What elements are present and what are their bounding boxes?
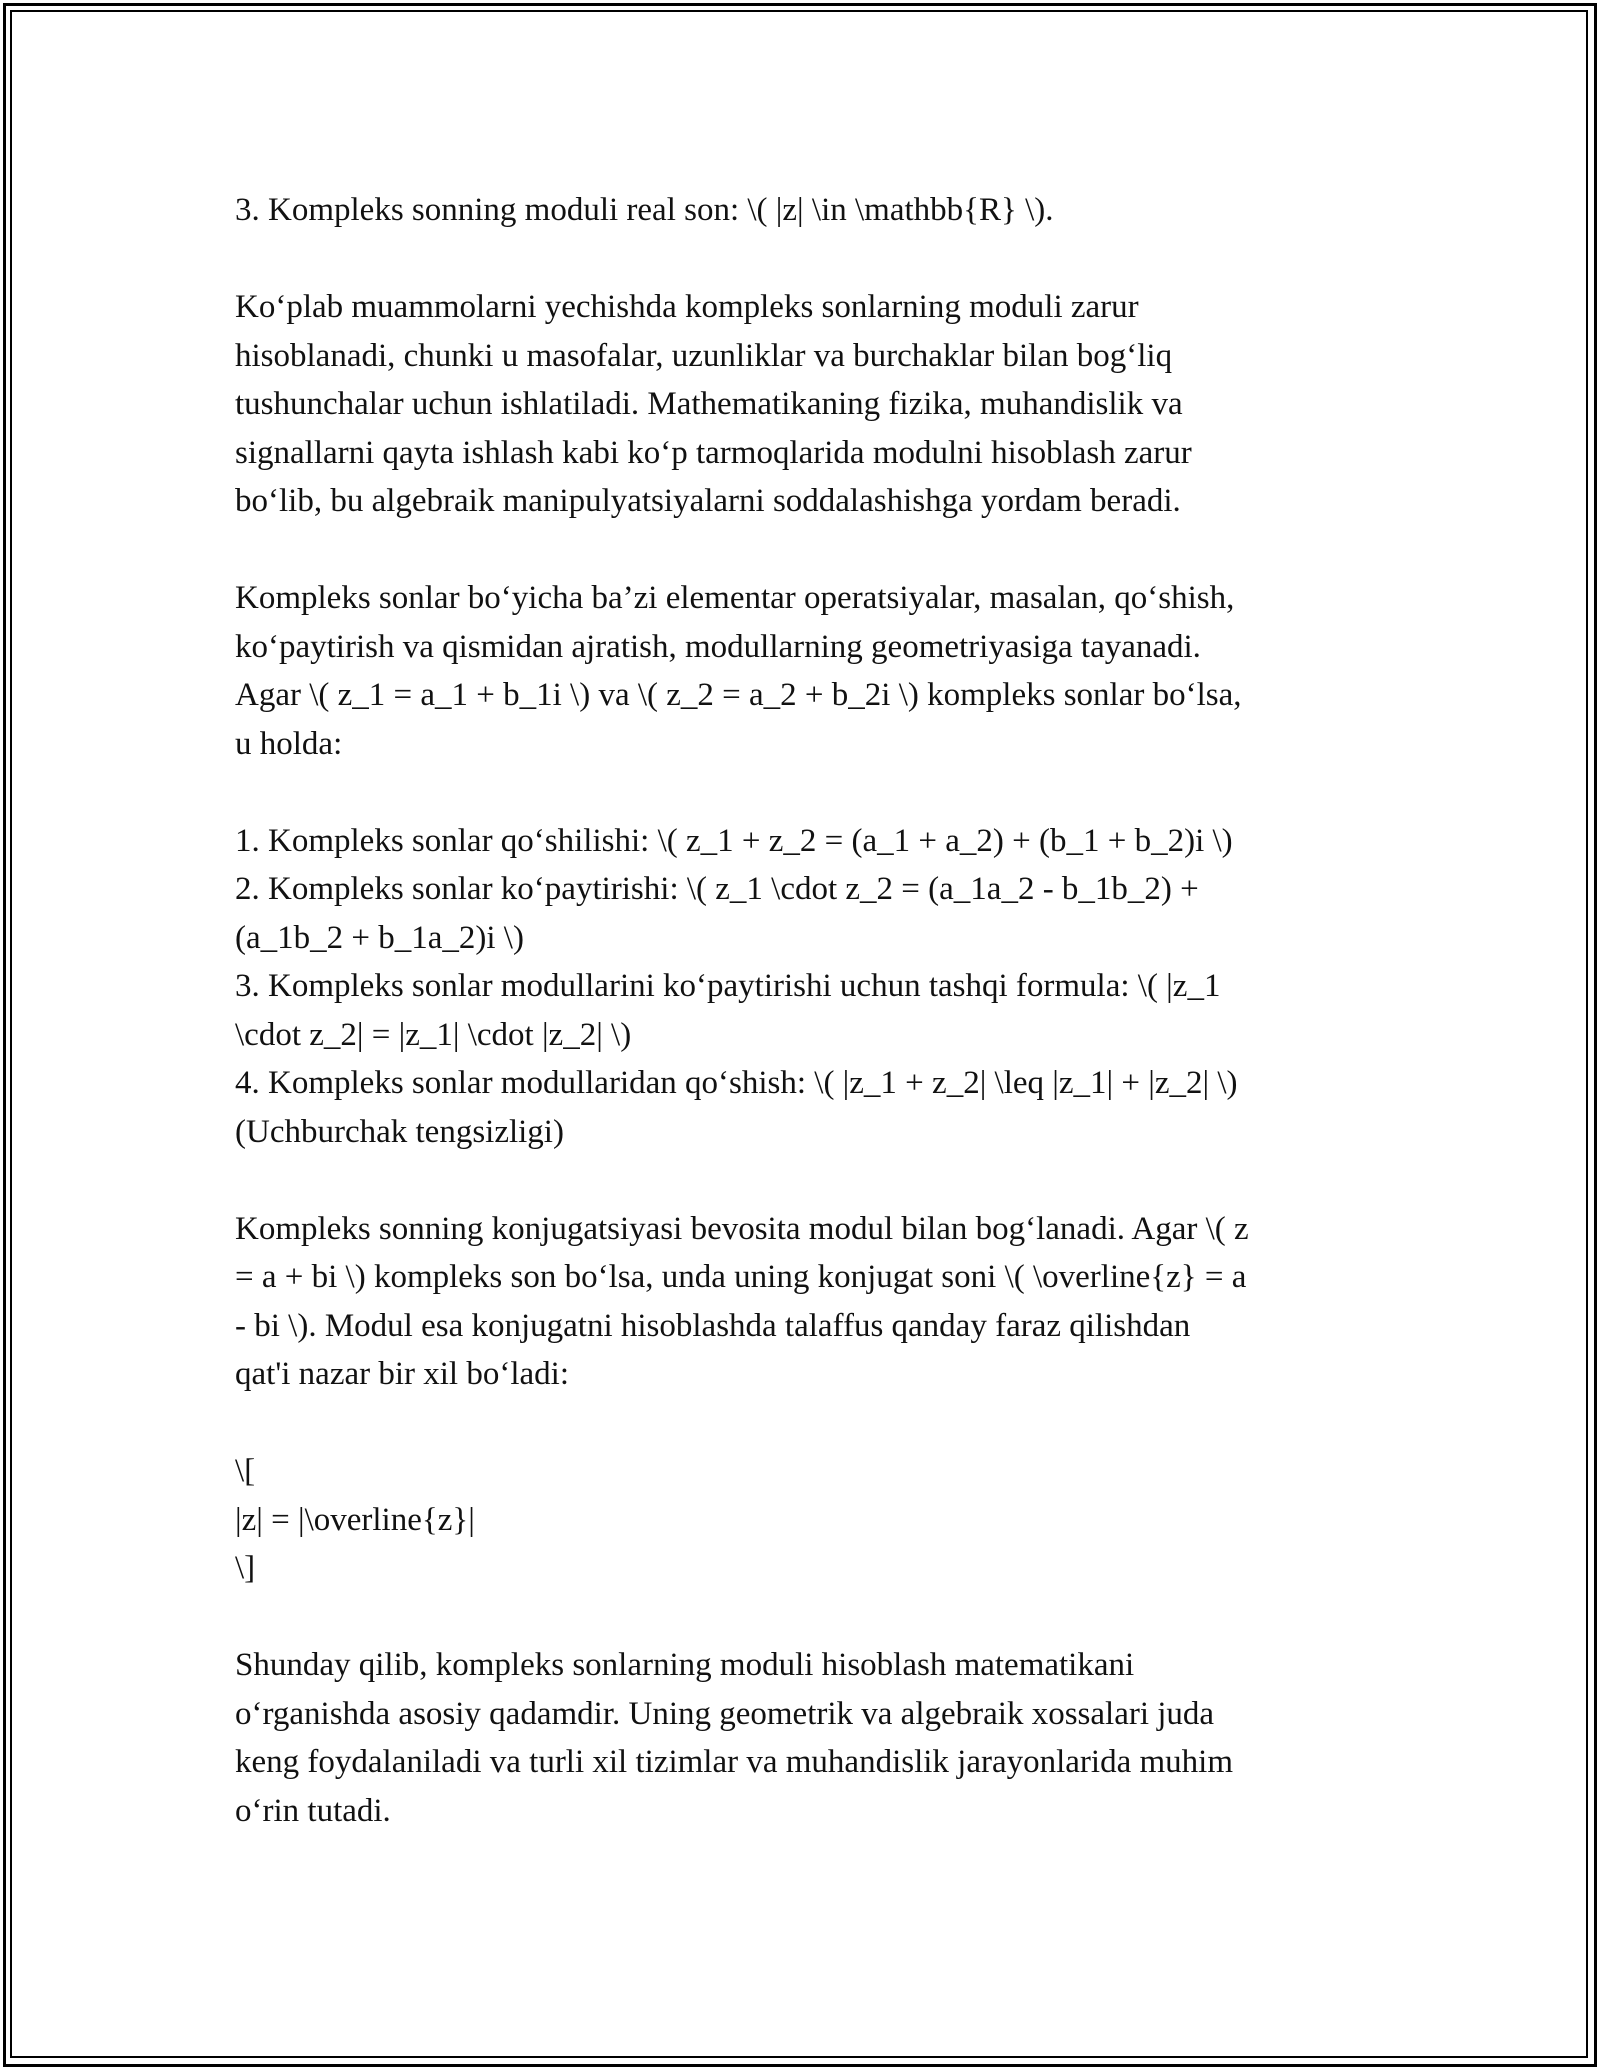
list-item-continuation: (a_1b_2 + b_1a_2)i \): [235, 919, 524, 956]
text-line: tushunchalar uchun ishlatiladi. Mathematikaning fizika, muhandislik va: [235, 386, 1183, 422]
list-item: 1. Kompleks sonlar qo‘shilishi: \( z_1 + z_2 = (a_1 + a_2) + (b_1 + b_2)i \): [235, 822, 1233, 859]
text-line: u holda:: [235, 725, 343, 762]
text-line: o‘rin tutadi.: [235, 1792, 391, 1829]
paragraph-gap: [235, 1593, 1375, 1642]
paragraph-gap: [235, 1156, 1375, 1205]
text-line: - bi \). Modul esa konjugatni hisoblashda talaffus qanday faraz qilishdan: [235, 1307, 1191, 1344]
text-line: o‘rganishda asosiy qadamdir. Uning geometrik va algebraik xossalari juda: [235, 1695, 1215, 1732]
text-line: signallarni qayta ishlash kabi ko‘p tarmoqlarida modulni hisoblash zarur: [235, 434, 1192, 471]
paragraph-conjugate: [235, 1205, 1375, 1399]
formula-line: \[: [235, 1453, 256, 1489]
formula-line: \]: [235, 1550, 256, 1586]
text-line: keng foydalaniladi va turli xil tizimlar va muhandislik jarayonlarida muhim: [235, 1744, 1233, 1780]
paragraph-modulus-importance: [235, 283, 1375, 526]
paragraph-gap: [235, 526, 1375, 575]
text-line: bo‘lib, bu algebraik manipulyatsiyalarni soddalashishga yordam beradi.: [235, 483, 1181, 519]
text-line: Kompleks sonning konjugatsiyasi bevosita modul bilan bog‘lanadi. Agar \( z: [235, 1210, 1249, 1247]
text-line: Shunday qilib, kompleks sonlarning moduli hisoblash matematikani: [235, 1647, 1135, 1683]
list-item: 2. Kompleks sonlar ko‘paytirishi: \( z_1 \cdot z_2 = (a_1a_2 - b_1b_2) +: [235, 871, 1199, 907]
text-line: = a + bi \) kompleks son bo‘lsa, unda uning konjugat soni \( \overline{z} = a: [235, 1259, 1247, 1295]
paragraph-conclusion: [235, 1641, 1375, 1835]
text-line: qat'i nazar bir xil bo‘ladi:: [235, 1356, 569, 1392]
formula-line: |z| = |\overline{z}|: [235, 1501, 475, 1538]
list-item-continuation: \cdot z_2| = |z_1| \cdot |z_2| \): [235, 1016, 632, 1053]
text-line: ko‘paytirish va qismidan ajratish, modullarning geometriyasiga tayanadi.: [235, 628, 1201, 665]
list-item: 4. Kompleks sonlar modullaridan qo‘shish: \( |z_1 + z_2| \leq |z_1| + |z_2| \): [235, 1065, 1238, 1101]
list-item: 3. Kompleks sonlar modullarini ko‘paytirishi uchun tashqi formula: \( |z_1: [235, 968, 1221, 1004]
display-formula: [235, 1447, 1375, 1593]
paragraph-modulus-real: [235, 186, 1375, 235]
text-line: hisoblanadi, chunki u masofalar, uzunliklar va burchaklar bilan bog‘liq: [235, 337, 1173, 374]
paragraph-elementary-operations: [235, 574, 1375, 768]
document-body: [235, 186, 1375, 1835]
paragraph-gap: [235, 768, 1375, 817]
paragraph-gap: [235, 235, 1375, 284]
list-item-continuation: (Uchburchak tengsizligi): [235, 1113, 564, 1150]
paragraph-gap: [235, 1399, 1375, 1448]
text-line: Ko‘plab muammolarni yechishda kompleks sonlarning moduli zarur: [235, 289, 1139, 325]
operations-list: [235, 817, 1375, 1157]
text-line: Kompleks sonlar bo‘yicha ba’zi elementar operatsiyalar, masalan, qo‘shish,: [235, 580, 1235, 616]
text-line: Agar \( z_1 = a_1 + b_1i \) va \( z_2 = a_2 + b_2i \) kompleks sonlar bo‘lsa,: [235, 677, 1242, 713]
text-line: 3. Kompleks sonning moduli real son: \( |z| \in \mathbb{R} \).: [235, 192, 1054, 228]
